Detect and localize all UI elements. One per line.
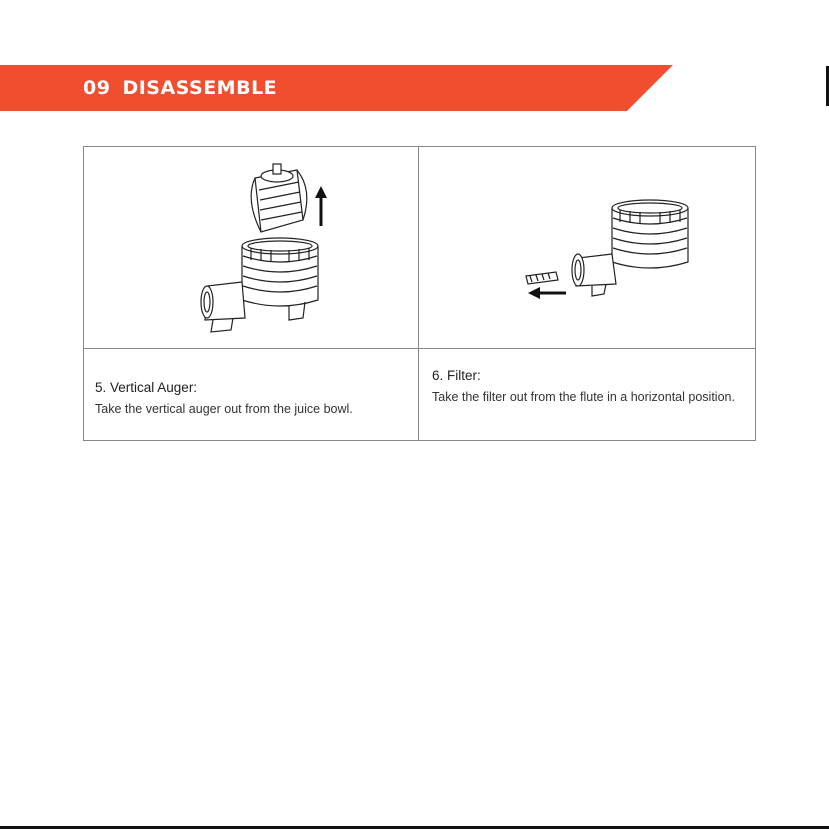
filter-removal-illustration <box>512 196 692 311</box>
section-heading <box>83 77 277 99</box>
juice-bowl-icon <box>572 200 688 296</box>
arrow-up-icon <box>315 186 327 226</box>
auger-icon <box>251 164 307 232</box>
table-divider-horizontal <box>83 348 756 349</box>
section-number: 09 <box>83 77 111 99</box>
step-6-caption <box>432 368 752 407</box>
step-6-text: Take the filter out from the flute in a horizontal position. <box>432 390 735 404</box>
filter-icon <box>526 272 558 284</box>
step-6-title: 6. Filter: <box>432 368 481 383</box>
auger-removal-illustration <box>185 160 345 340</box>
step-5-text: Take the vertical auger out from the juice bowl. <box>95 402 353 416</box>
step-5-title: 5. Vertical Auger: <box>95 380 198 395</box>
step-5-caption <box>95 380 415 419</box>
arrow-left-icon <box>528 287 566 299</box>
table-divider-vertical <box>418 146 419 441</box>
juice-bowl-icon <box>201 238 318 332</box>
section-title: DISASSEMBLE <box>122 77 278 99</box>
